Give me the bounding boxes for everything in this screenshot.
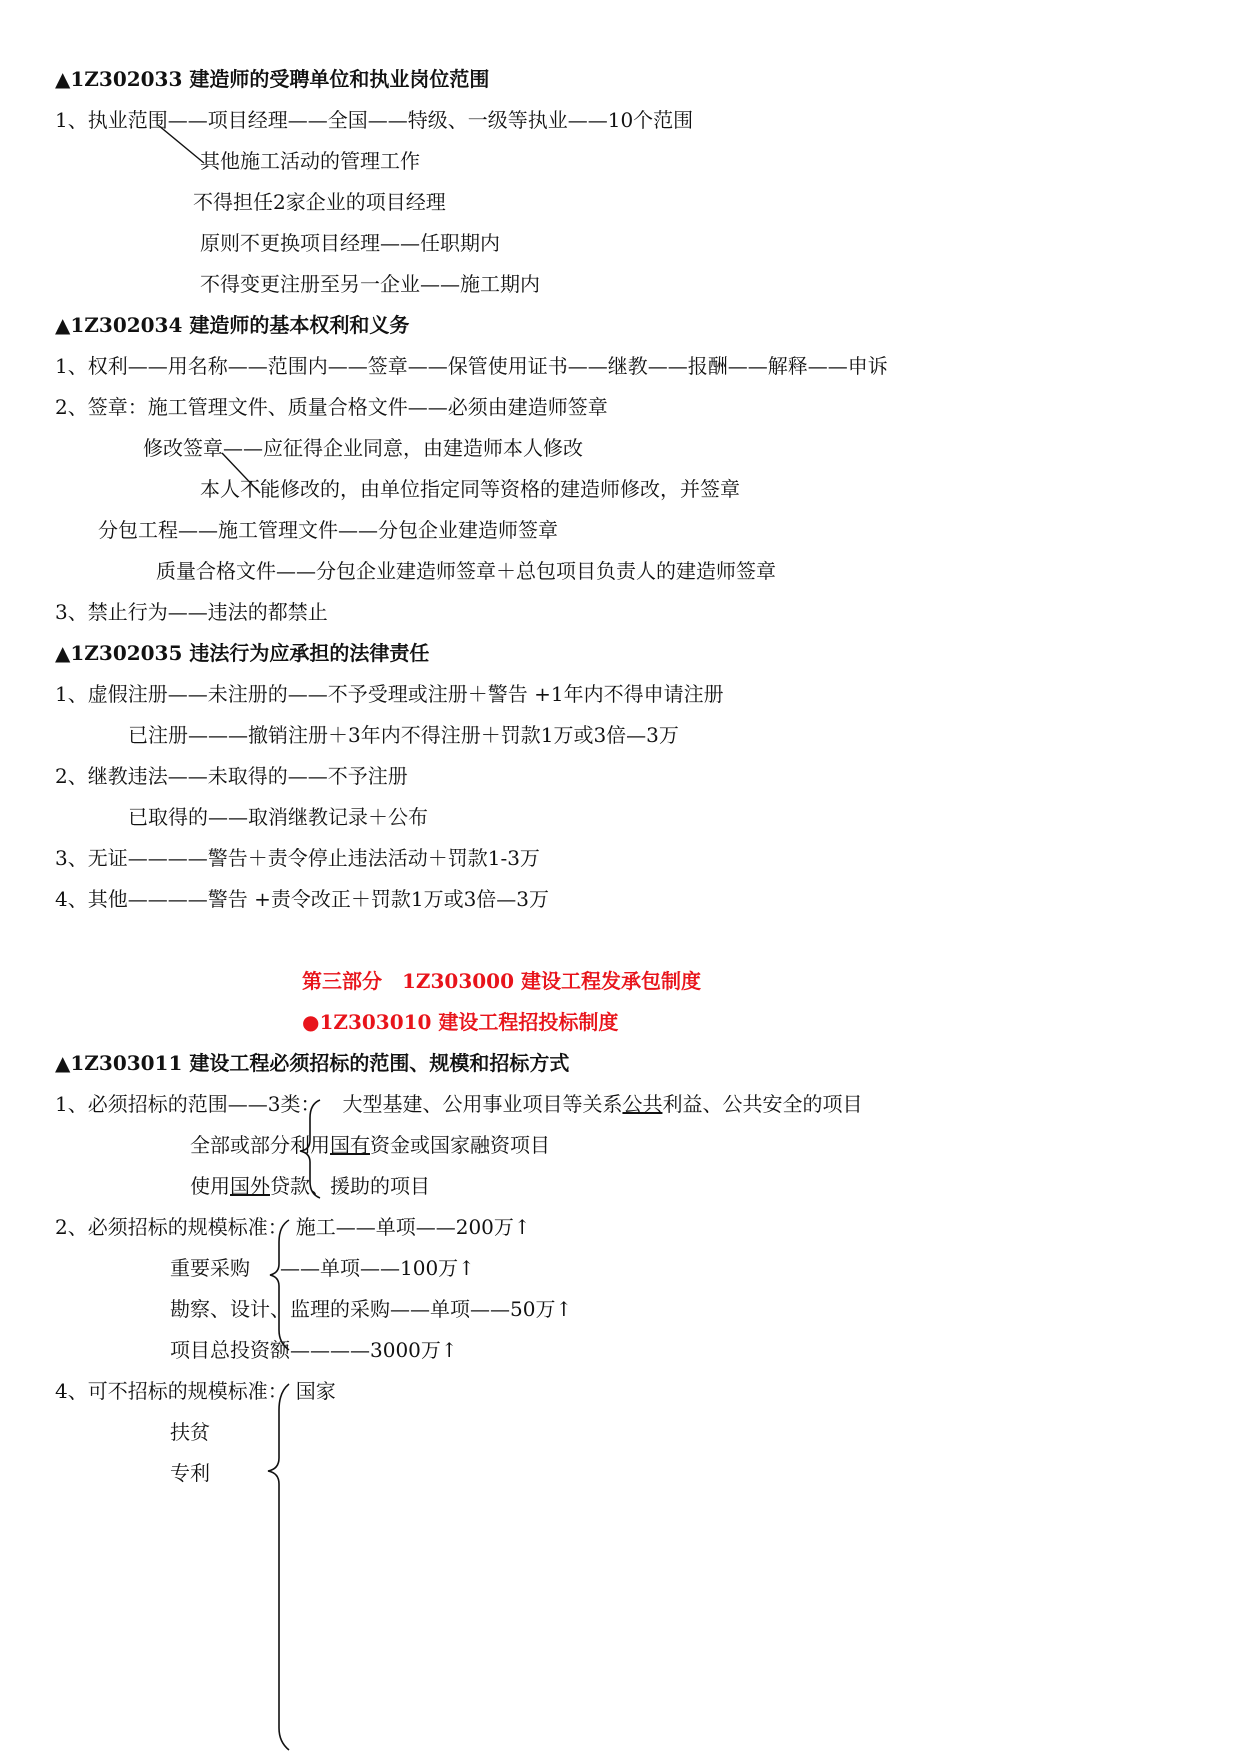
line-prefix: 1、必须招标的范围——3类：	[55, 1092, 321, 1116]
text-line: 专利	[170, 1461, 210, 1485]
text-segment: 资金或国家融资项目	[370, 1133, 550, 1157]
text-line: 已取得的——取消继教记录＋公布	[128, 805, 428, 829]
section-heading-1z302034: ▲1Z302034 建造师的基本权利和义务	[55, 313, 410, 337]
underlined-term: 公共	[622, 1092, 663, 1116]
text-segment: 项目总投资额	[170, 1338, 290, 1362]
text-line: 1、虚假注册——未注册的——不予受理或注册＋警告 +1年内不得申请注册	[55, 682, 724, 706]
connector-line	[158, 125, 204, 163]
text-line: 扶贫	[170, 1420, 210, 1444]
text-line: 2、继教违法——未取得的——不予注册	[55, 764, 408, 788]
text-line: 已注册———撤销注册＋3年内不得注册＋罚款1万或3倍—3万	[128, 723, 679, 747]
text-line: 3、无证————警告＋责令停止违法活动＋罚款1-3万	[55, 846, 540, 870]
text-segment: 重要采购	[170, 1256, 250, 1280]
text-line: 4、其他————警告 +责令改正＋罚款1万或3倍—3万	[55, 887, 550, 911]
text-line: 勘察、设计、监理的采购——单项——50万↑	[170, 1297, 573, 1321]
text-line: 本人不能修改的，由单位指定同等资格的建造师修改，并签章	[200, 477, 740, 501]
text-line: 不得担任2家企业的项目经理	[193, 190, 446, 214]
text-line: 质量合格文件——分包企业建造师签章＋总包项目负责人的建造师签章	[156, 559, 776, 583]
text-segment: 贷款、援助的项目	[270, 1174, 430, 1198]
section-heading-1z302033: ▲1Z302033 建造师的受聘单位和执业岗位范围	[55, 67, 490, 91]
section-heading-1z303011: ▲1Z303011 建设工程必须招标的范围、规模和招标方式	[55, 1051, 570, 1075]
text-segment: 施工——单项——200万↑	[295, 1215, 531, 1239]
text-segment: ——单项——100万↑	[280, 1256, 475, 1280]
connector-line	[222, 453, 260, 493]
curly-brace	[270, 1220, 289, 1350]
text-segment: 全部或部分利用	[190, 1133, 330, 1157]
text-line: 1、执业范围——项目经理——全国——特级、一级等执业——10个范围	[55, 108, 694, 132]
text-segment: 利益、公共安全的项目	[662, 1092, 863, 1116]
text-segment: 使用	[190, 1174, 230, 1198]
text-line: 其他施工活动的管理工作	[200, 149, 420, 173]
chapter-title: ●1Z303010 建设工程招投标制度	[302, 1010, 619, 1034]
text-line: 原则不更换项目经理——任职期内	[200, 231, 500, 255]
text-line: 2、签章：施工管理文件、质量合格文件——必须由建造师签章	[55, 395, 608, 419]
line-prefix: 2、必须招标的规模标准：	[55, 1215, 288, 1239]
text-line: 修改签章——应征得企业同意，由建造师本人修改	[143, 436, 583, 460]
text-line: 1、权利——用名称——范围内——签章——保管使用证书——继教——报酬——解释——申诉	[55, 354, 888, 378]
text-segment: ————3000万↑	[290, 1338, 458, 1362]
curly-brace	[300, 1100, 320, 1198]
text-line: 分包工程——施工管理文件——分包企业建造师签章	[98, 518, 558, 542]
text-line: 3、禁止行为——违法的都禁止	[55, 600, 328, 624]
curly-brace	[268, 1384, 289, 1750]
line-prefix: 4、可不招标的规模标准：	[55, 1379, 288, 1403]
part-title: 第三部分 1Z303000 建设工程发承包制度	[302, 969, 701, 993]
text-line: 不得变更注册至另一企业——施工期内	[200, 272, 540, 296]
section-heading-1z302035: ▲1Z302035 违法行为应承担的法律责任	[55, 641, 430, 665]
underlined-term: 国外	[230, 1174, 270, 1198]
text-segment: 国家	[295, 1379, 336, 1403]
underlined-term: 国有	[330, 1133, 370, 1157]
text-segment: 大型基建、公用事业项目等关系	[342, 1092, 623, 1116]
